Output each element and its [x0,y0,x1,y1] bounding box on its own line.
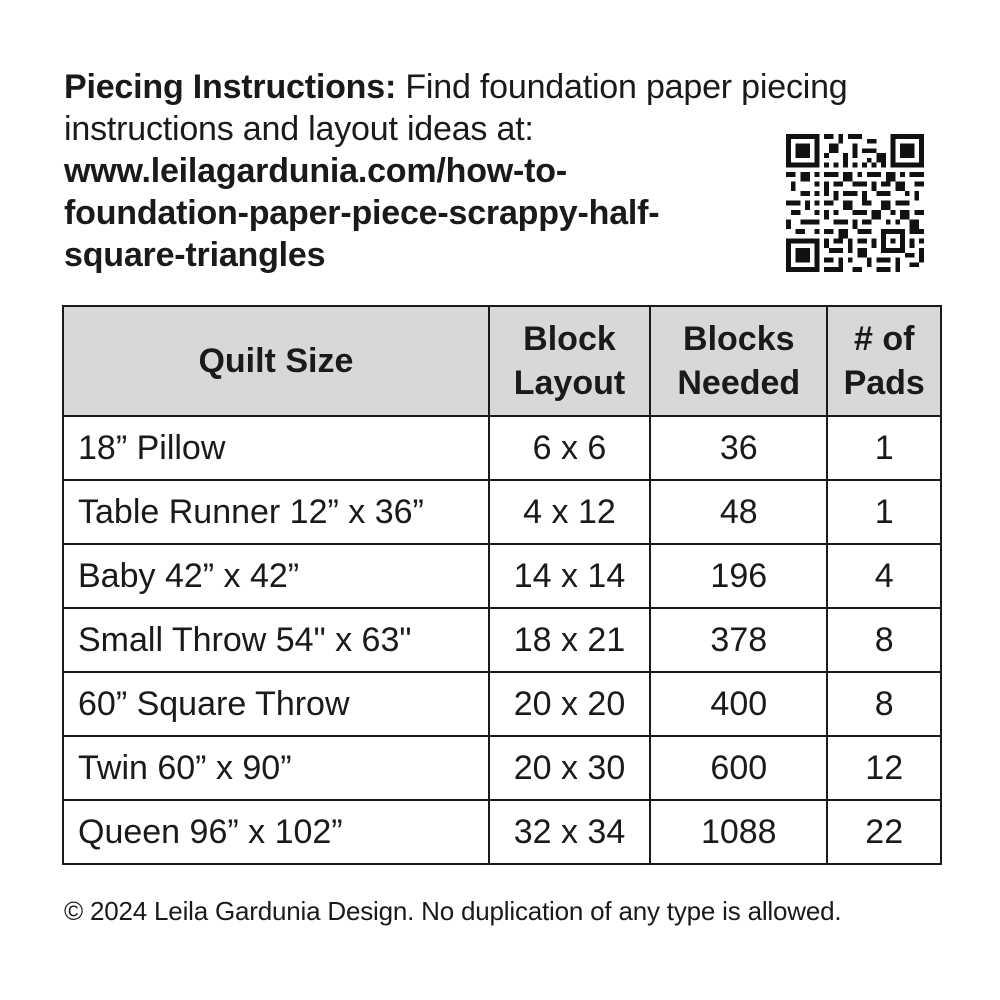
cell-pads: 12 [827,736,941,800]
cell-quilt-size: Queen 96” x 102” [63,800,489,864]
cell-block-layout: 4 x 12 [489,480,650,544]
cell-blocks-needed: 36 [650,416,827,480]
header-block-layout: Block Layout [489,306,650,416]
cell-blocks-needed: 378 [650,608,827,672]
cell-pads: 8 [827,672,941,736]
cell-quilt-size: Small Throw 54" x 63" [63,608,489,672]
cell-pads: 8 [827,608,941,672]
cell-blocks-needed: 196 [650,544,827,608]
header-pads: # of Pads [827,306,941,416]
cell-quilt-size: Baby 42” x 42” [63,544,489,608]
table-header-row [63,306,941,416]
table-row [63,800,941,864]
cell-pads: 1 [827,480,941,544]
table-row [63,672,941,736]
cell-quilt-size: Table Runner 12” x 36” [63,480,489,544]
header-quilt-size: Quilt Size [63,306,489,416]
cell-blocks-needed: 400 [650,672,827,736]
qr-code-icon[interactable] [786,134,924,272]
piecing-instructions-text: Find foundation paper piecing instructions and layout ideas at: [64,68,848,148]
cell-pads: 4 [827,544,941,608]
cell-pads: 1 [827,416,941,480]
quilt-size-table [62,305,942,865]
table-row [63,736,941,800]
copyright-notice: © 2024 Leila Gardunia Design. No duplication of any type is allowed. [64,896,842,926]
tutorial-link[interactable]: www.leilagardunia.com/how-to-foundation-paper-piece-scrappy-half-square-triangles [64,152,660,274]
cell-block-layout: 20 x 20 [489,672,650,736]
table-row [63,608,941,672]
table-row [63,416,941,480]
cell-blocks-needed: 48 [650,480,827,544]
cell-quilt-size: Twin 60” x 90” [63,736,489,800]
table-row [63,480,941,544]
cell-pads: 22 [827,800,941,864]
header-blocks-needed: Blocks Needed [650,306,827,416]
cell-block-layout: 18 x 21 [489,608,650,672]
cell-blocks-needed: 1088 [650,800,827,864]
cell-block-layout: 20 x 30 [489,736,650,800]
piecing-instructions-label: Piecing Instructions: [64,68,397,106]
cell-quilt-size: 60” Square Throw [63,672,489,736]
table-row [63,544,941,608]
cell-quilt-size: 18” Pillow [63,416,489,480]
cell-block-layout: 6 x 6 [489,416,650,480]
cell-block-layout: 32 x 34 [489,800,650,864]
cell-blocks-needed: 600 [650,736,827,800]
cell-block-layout: 14 x 14 [489,544,650,608]
